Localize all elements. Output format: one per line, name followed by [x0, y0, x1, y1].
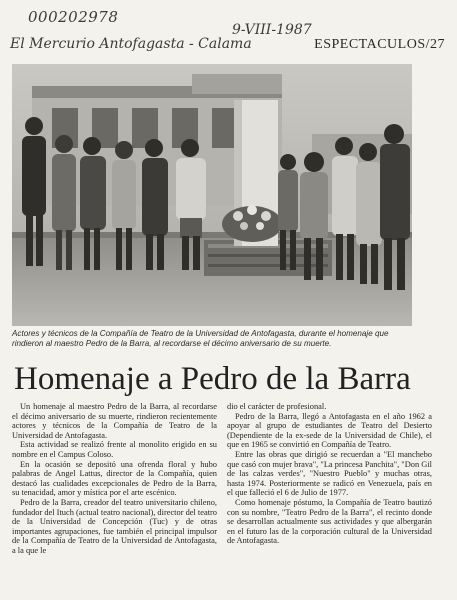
article-column-right — [227, 402, 432, 546]
handwritten-date: 9-VIII-1987 — [232, 22, 312, 38]
paragraph: dio el carácter de profesional. — [227, 402, 327, 411]
paragraph: En la ocasión se depositó una ofrenda floral y hubo palabras de Angel Lattus, director de la Compañía, quien destacó las cualidades excepcionales de Pedro de la Barra, su tenacidad, amor y mística por el arte escénico. — [12, 459, 217, 498]
paragraph: Entre las obras que dirigió se recuerdan a "El manchebo que casó con mujer brava", "La princesa Panchita", "Don Gil de las calzas verdes", "Nuestro Pueblo" y muchas otras, hasta 1974. Posteriormente se radicó en Venezuela, país en el que falleció el 6 de Julio de 1977. — [227, 449, 432, 498]
paragraph: Pedro de la Barra, creador del teatro universitario chileno, fundador del Ituch (actual teatro nacional), director del teatro de la Universidad de Concepción (Tuc) y de otras importantes agrupaciones, fue también el principal impulsor de la Compañía de Teatro de la Universidad de Antofagasta, a la que le — [12, 497, 217, 555]
article-column-left — [12, 402, 217, 556]
paragraph: Como homenaje póstumo, la Compañía de Teatro bautizó con su nombre, "Teatro Pedro de la Barra", el recinto donde se desarrollan actualmente sus actividades y que albergarán en el futuro las de la corporación cultural de la Universidad de Antofagasta. — [227, 497, 432, 546]
paragraph: Esta actividad se realizó frente al monolito erigido en su nombre en el Campus Coloso. — [12, 440, 217, 459]
news-photo — [12, 64, 412, 326]
photo-caption: Actores y técnicos de la Compañía de Teatro de la Universidad de Antofagasta, durante el homenaje que rindieron al maestro Pedro de la Barra, al recordarse el décimo aniversario de su muerte. — [12, 329, 389, 348]
paragraph: Un homenaje al maestro Pedro de la Barra, al recordarse el décimo aniversario de su muerte, rindieron recientemente actores y técnicos de la Compañía de Teatro de la Universidad de Antofagasta. — [12, 402, 217, 440]
paragraph: Pedro de la Barra, llegó a Antofagasta en el año 1962 a apoyar al grupo de estudiantes de Teatro del Desierto (Dependiente de la ex-sede de la Universidad de Chile), el que en 1965 se convirtió en Compañía de Teatro. — [227, 411, 432, 450]
section-header: ESPECTACULOS/27 — [314, 37, 445, 52]
handwritten-archive-code: 000202978 — [28, 8, 119, 26]
handwritten-source-note: El Mercurio Antofagasta - Calama — [10, 36, 252, 52]
article-headline: Homenaje a Pedro de la Barra — [14, 361, 411, 397]
